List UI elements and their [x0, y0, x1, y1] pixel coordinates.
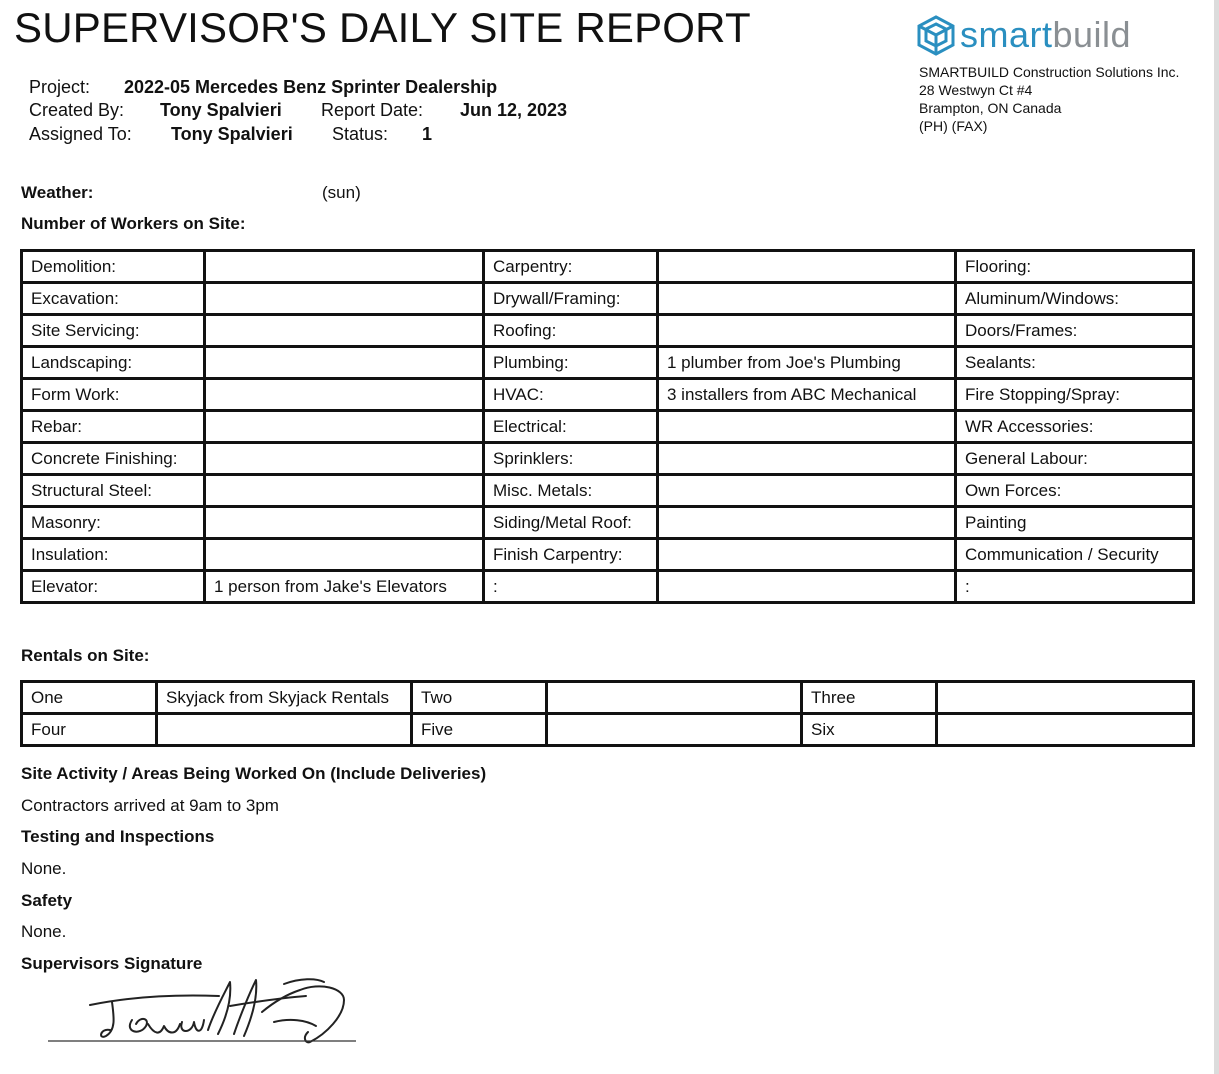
workers-row [22, 507, 1194, 539]
rentals-heading: Rentals on Site: [21, 646, 150, 665]
workers-row [22, 251, 1194, 283]
logo-build: build [1052, 14, 1132, 55]
weather-label: Weather: [21, 183, 94, 202]
trade-label-cell: Doors/Frames: [956, 315, 1194, 347]
report-date-label: Report Date: [321, 100, 424, 120]
assigned-to-label: Assigned To: [29, 124, 132, 144]
project-value-wrap [124, 77, 497, 98]
trade-label-cell: Siding/Metal Roof: [484, 507, 658, 539]
workers-table [20, 249, 1195, 604]
trade-label-cell: General Labour: [956, 443, 1194, 475]
workers-row [22, 411, 1194, 443]
page-edge [1214, 0, 1219, 1074]
worker-count-cell: 1 person from Jake's Elevators [205, 571, 484, 603]
rental-slot-label-cell: Four [22, 714, 157, 746]
rental-item-cell [937, 714, 1194, 746]
trade-label-cell: Sprinklers: [484, 443, 658, 475]
assigned-to-value: Tony Spalvieri [171, 124, 293, 144]
trade-label-cell: Roofing: [484, 315, 658, 347]
workers-row [22, 475, 1194, 507]
workers-row [22, 443, 1194, 475]
worker-count-cell [205, 347, 484, 379]
worker-count-cell [658, 539, 956, 571]
worker-count-cell [205, 507, 484, 539]
rentals-table-body [22, 682, 1194, 746]
worker-count-cell [658, 443, 956, 475]
worker-count-cell [205, 315, 484, 347]
trade-label-cell: WR Accessories: [956, 411, 1194, 443]
worker-count-cell [658, 315, 956, 347]
trade-label-cell: Electrical: [484, 411, 658, 443]
created-by-value-wrap [160, 100, 282, 121]
trade-label-cell: Drywall/Framing: [484, 283, 658, 315]
worker-count-cell [658, 411, 956, 443]
trade-label-cell: Insulation: [22, 539, 205, 571]
worker-count-cell [205, 475, 484, 507]
created-by-value: Tony Spalvieri [160, 100, 282, 120]
trade-label-cell: Carpentry: [484, 251, 658, 283]
rentals-table [20, 680, 1195, 747]
report-date-value-wrap [460, 100, 567, 121]
rentals-row [22, 682, 1194, 714]
testing-text: None. [21, 859, 67, 878]
status-value-wrap [422, 124, 432, 145]
testing-heading: Testing and Inspections [21, 827, 215, 846]
worker-count-cell [658, 283, 956, 315]
worker-count-cell [658, 507, 956, 539]
assigned-to-value-wrap [171, 124, 293, 145]
trade-label-cell: Masonry: [22, 507, 205, 539]
workers-row [22, 379, 1194, 411]
company-name: SMARTBUILD Construction Solutions Inc. [919, 64, 1180, 80]
safety-text: None. [21, 922, 67, 941]
created-by-label: Created By: [29, 100, 125, 120]
trade-label-cell: Rebar: [22, 411, 205, 443]
rental-slot-label-cell: Five [412, 714, 547, 746]
company-address-line2: Brampton, ON Canada [919, 100, 1062, 116]
workers-row [22, 315, 1194, 347]
safety-heading: Safety [21, 891, 73, 910]
trade-label-cell: Form Work: [22, 379, 205, 411]
trade-label-cell: Sealants: [956, 347, 1194, 379]
workers-row [22, 571, 1194, 603]
worker-count-cell [205, 411, 484, 443]
rental-item-cell [547, 682, 802, 714]
rentals-row [22, 714, 1194, 746]
status-value: 1 [422, 124, 433, 144]
trade-label-cell: Elevator: [22, 571, 205, 603]
rental-slot-label-cell: One [22, 682, 157, 714]
trade-label-cell: Plumbing: [484, 347, 658, 379]
rental-slot-label-cell: Three [802, 682, 937, 714]
supervisor-signature [44, 972, 364, 1052]
trade-label-cell: Site Servicing: [22, 315, 205, 347]
trade-label-cell: HVAC: [484, 379, 658, 411]
logo-wordmark [960, 14, 1131, 56]
company-address-block [919, 63, 1179, 135]
trade-label-cell: Aluminum/Windows: [956, 283, 1194, 315]
rental-item-cell [547, 714, 802, 746]
project-label: Project: [29, 77, 91, 97]
trade-label-cell: Landscaping: [22, 347, 205, 379]
company-phone-fax: (PH) (FAX) [919, 118, 988, 134]
workers-heading: Number of Workers on Site: [21, 214, 246, 233]
trade-label-cell: : [956, 571, 1194, 603]
worker-count-cell [658, 251, 956, 283]
workers-row [22, 283, 1194, 315]
worker-count-cell [205, 379, 484, 411]
worker-count-cell [205, 283, 484, 315]
site-activity-heading: Site Activity / Areas Being Worked On (Include Deliveries) [21, 764, 487, 783]
trade-label-cell: Finish Carpentry: [484, 539, 658, 571]
rental-item-cell: Skyjack from Skyjack Rentals [157, 682, 412, 714]
worker-count-cell: 3 installers from ABC Mechanical [658, 379, 956, 411]
trade-label-cell: Communication / Security [956, 539, 1194, 571]
worker-count-cell [658, 571, 956, 603]
status-label: Status: [332, 124, 389, 144]
worker-count-cell [205, 251, 484, 283]
worker-count-cell [658, 475, 956, 507]
signature-heading: Supervisors Signature [21, 954, 203, 973]
rental-item-cell [937, 682, 1194, 714]
company-logo [916, 14, 1176, 58]
company-address-line1: 28 Westwyn Ct #4 [919, 82, 1033, 98]
site-activity-text: Contractors arrived at 9am to 3pm [21, 796, 279, 815]
trade-label-cell: Excavation: [22, 283, 205, 315]
rental-slot-label-cell: Six [802, 714, 937, 746]
rental-slot-label-cell: Two [412, 682, 547, 714]
weather-value: (sun) [322, 183, 361, 202]
rental-item-cell [157, 714, 412, 746]
workers-table-body [22, 251, 1194, 603]
report-title: SUPERVISOR'S DAILY SITE REPORT [14, 4, 751, 51]
workers-row [22, 539, 1194, 571]
logo-smart: smart [960, 14, 1053, 55]
trade-label-cell: Concrete Finishing: [22, 443, 205, 475]
trade-label-cell: Misc. Metals: [484, 475, 658, 507]
trade-label-cell: Demolition: [22, 251, 205, 283]
worker-count-cell [205, 443, 484, 475]
project-value: 2022-05 Mercedes Benz Sprinter Dealership [124, 77, 498, 97]
trade-label-cell: Flooring: [956, 251, 1194, 283]
report-date-value: Jun 12, 2023 [460, 100, 568, 120]
trade-label-cell: Fire Stopping/Spray: [956, 379, 1194, 411]
worker-count-cell: 1 plumber from Joe's Plumbing [658, 347, 956, 379]
trade-label-cell: Own Forces: [956, 475, 1194, 507]
trade-label-cell: Structural Steel: [22, 475, 205, 507]
worker-count-cell [205, 539, 484, 571]
trade-label-cell: Painting [956, 507, 1194, 539]
smartbuild-cube-icon [916, 14, 956, 58]
trade-label-cell: : [484, 571, 658, 603]
workers-row [22, 347, 1194, 379]
